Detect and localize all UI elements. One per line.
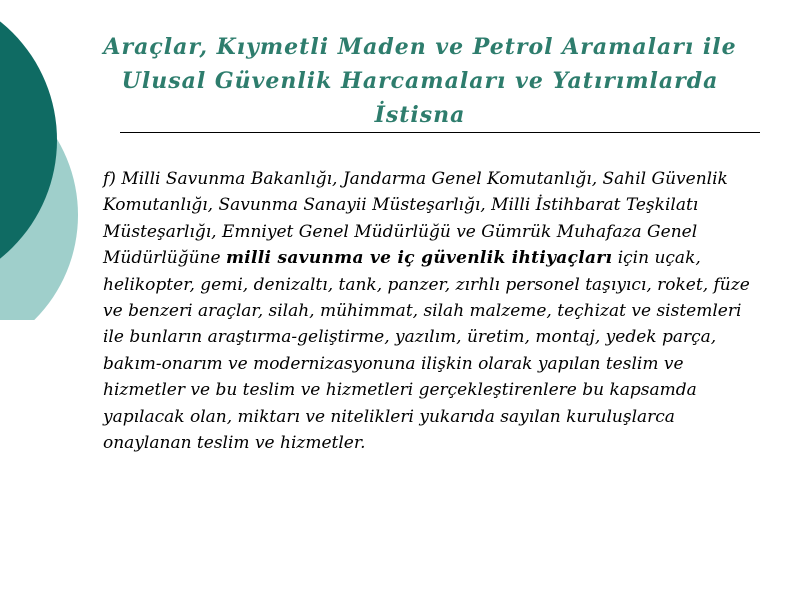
body-text-emphasis: milli savunma ve iç güvenlik ihtiyaçları bbox=[225, 248, 613, 269]
title-underline bbox=[120, 132, 760, 133]
decorative-circles bbox=[0, 0, 90, 320]
body-text-rest: için uçak, helikopter, gemi, denizaltı, tank, panzer, zırhlı personel taşıyıcı, roket, füze ve benzeri araçlar, silah, mühimmat, silah malzeme, teçhizat ve sistemleri ile bunların araştırma-geliştirme, yazılım, üretim, montaj, yedek parça, bakım-onarım ve modernizasyonuna ilişkin olarak yapılan teslim ve hizmetler ve bu teslim ve hizmetleri gerçekleştirenlere bu kapsamda yapılacak olan, miktarı ve nitelikleri yukarıda sayılan kuruluşlarca onaylanan teslim ve hizmetler. bbox=[103, 248, 750, 454]
slide-body-paragraph bbox=[103, 166, 761, 456]
slide-title: Araçlar, Kıymetli Maden ve Petrol Aramaları ile Ulusal Güvenlik Harcamaları ve Yatırımlarda İstisna bbox=[103, 34, 737, 128]
body-text-intro: f) Milli Savunma Bakanlığı, Jandarma Genel Komutanlığı, Sahil Güvenlik Komutanlığı, Savunma Sanayii Müsteşarlığı, Milli İstihbarat Teşkilatı Müsteşarlığı, Emniyet Genel Müdürlüğü ve Gümrük Muhafaza Genel Müdürlüğüne bbox=[103, 169, 728, 269]
